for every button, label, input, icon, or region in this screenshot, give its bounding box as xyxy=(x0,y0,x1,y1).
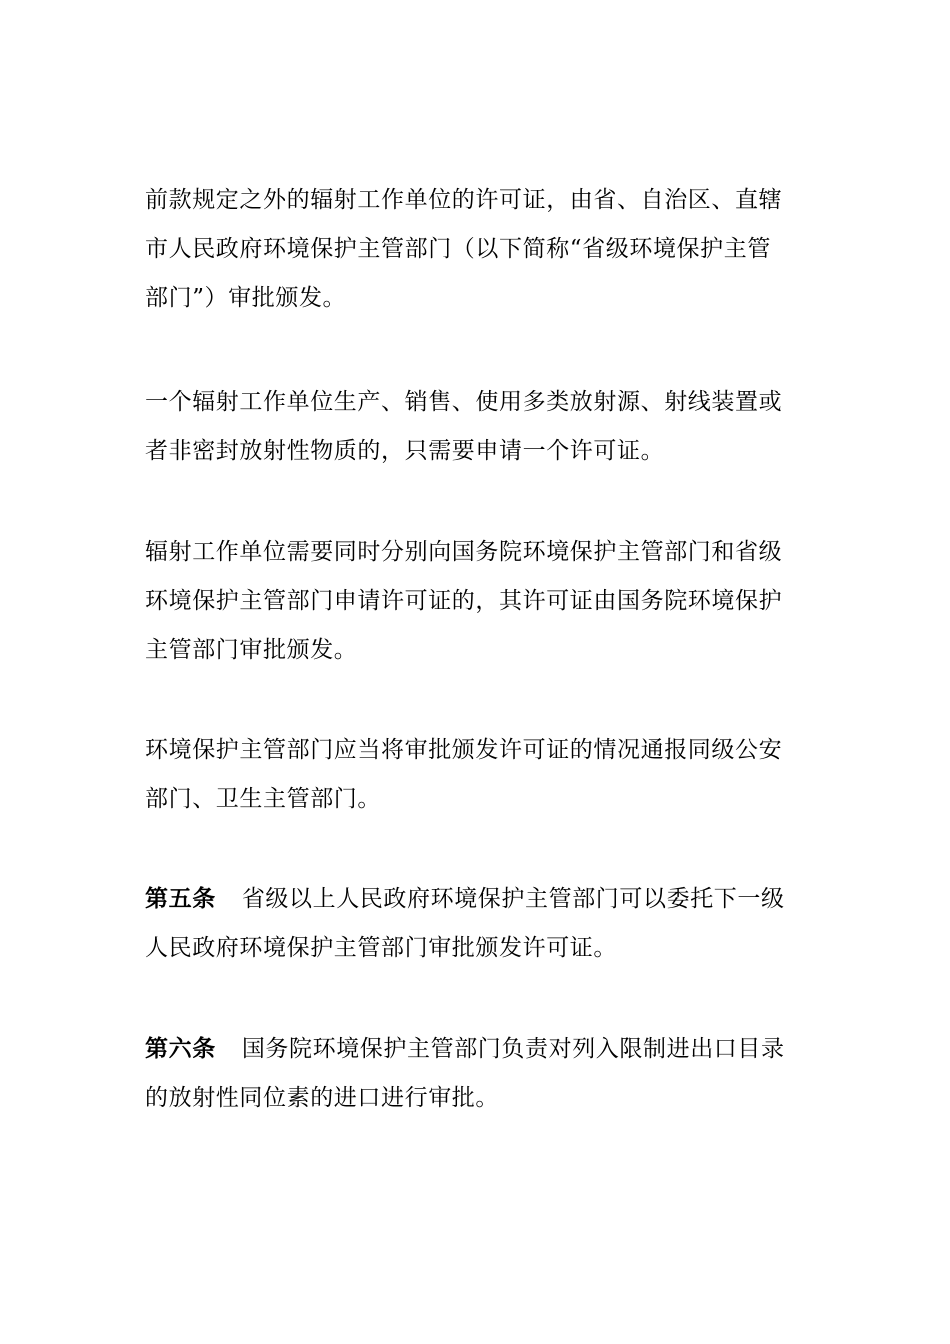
text-line: 部门”）审批颁发。 xyxy=(145,285,347,311)
text-line: 部门、卫生主管部门。 xyxy=(145,786,381,812)
article-label: 第六条 xyxy=(145,1035,216,1062)
text-line: 前款规定之外的辐射工作单位的许可证，由省、自治区、直辖 xyxy=(145,187,783,213)
article-six xyxy=(145,1024,805,1123)
text-line xyxy=(145,1024,805,1074)
text-line: 辐射工作单位需要同时分别向国务院环境保护主管部门和省级 xyxy=(145,539,783,565)
article-label: 第五条 xyxy=(145,885,216,912)
text-line: 者非密封放射性物质的，只需要申请一个许可证。 xyxy=(145,438,665,464)
paragraph-dual-application xyxy=(145,528,805,675)
paragraph-single-license xyxy=(145,378,805,476)
text-line xyxy=(145,874,805,924)
text-line: 的放射性同位素的进口进行审批。 xyxy=(145,1085,499,1111)
paragraph-notification xyxy=(145,726,805,824)
text-line: 市人民政府环境保护主管部门（以下简称“省级环境保护主管 xyxy=(145,236,771,262)
text-line: 主管部门审批颁发。 xyxy=(145,637,358,663)
text-line: 一个辐射工作单位生产、销售、使用多类放射源、射线装置或 xyxy=(145,389,783,415)
paragraph-provincial-license xyxy=(145,176,805,323)
text-line: 人民政府环境保护主管部门审批颁发许可证。 xyxy=(145,935,617,961)
text-line: 环境保护主管部门应当将审批颁发许可证的情况通报同级公安 xyxy=(145,737,783,763)
article-text: 省级以上人民政府环境保护主管部门可以委托下一级 xyxy=(241,886,785,912)
article-text: 国务院环境保护主管部门负责对列入限制进出口目录 xyxy=(241,1036,785,1062)
article-five xyxy=(145,874,805,973)
text-line: 环境保护主管部门申请许可证的，其许可证由国务院环境保护 xyxy=(145,588,783,614)
